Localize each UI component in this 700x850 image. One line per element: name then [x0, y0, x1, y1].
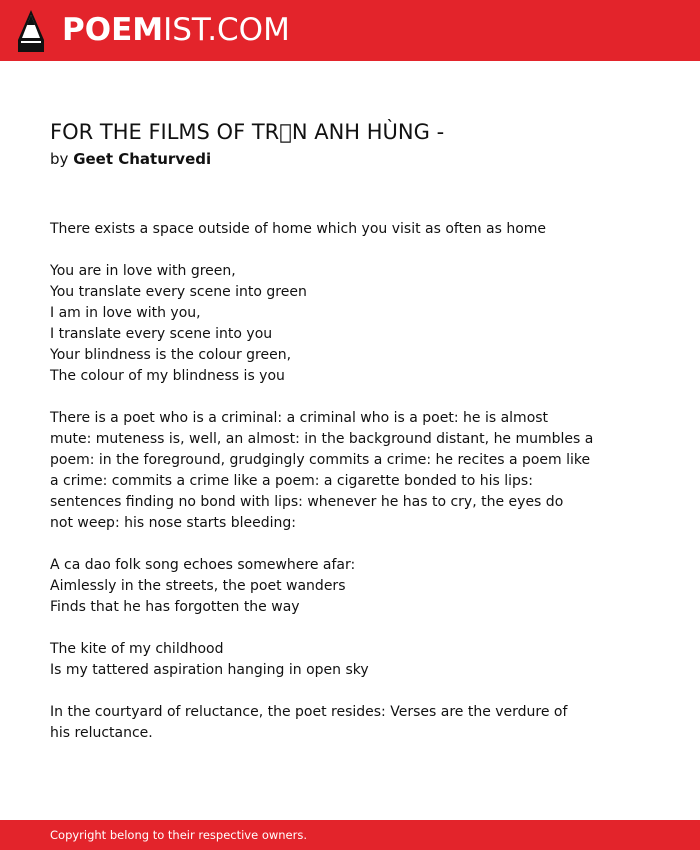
logo-text-light: IST.COM [163, 12, 290, 48]
poem-author: Geet Chaturvedi [73, 150, 212, 168]
poem-stanza [50, 408, 610, 534]
poem-stanza [50, 555, 610, 618]
poem-line: I am in love with you, [50, 305, 201, 321]
poem-line: Finds that he has forgotten the way [50, 599, 300, 615]
poem-line: a crime: commits a crime like a poem: a cigarette bonded to his lips: [50, 473, 533, 489]
poem-line: In the courtyard of reluctance, the poet resides: Verses are the verdure of [50, 704, 568, 720]
poem-line: The kite of my childhood [50, 641, 224, 657]
site-header [0, 0, 700, 61]
poem-stanza [50, 261, 610, 387]
poem-line: There is a poet who is a criminal: a criminal who is a poet: he is almost [50, 410, 549, 426]
poem-body [50, 219, 610, 765]
site-logo[interactable] [62, 11, 290, 49]
poem-line: There exists a space outside of home which you visit as often as home [50, 221, 547, 237]
poem-line: Your blindness is the colour green, [50, 347, 292, 363]
by-label: by [50, 150, 69, 168]
poem-line: Is my tattered aspiration hanging in open sky [50, 662, 369, 678]
poem-stanza [50, 219, 610, 240]
poem-line: I translate every scene into you [50, 326, 273, 342]
poem-stanza [50, 702, 610, 744]
site-footer [0, 820, 700, 850]
poem-line: sentences finding no bond with lips: whenever he has to cry, the eyes do [50, 494, 564, 510]
poem-byline [50, 148, 211, 170]
poem-line: You are in love with green, [50, 263, 236, 279]
poem-line: The colour of my blindness is you [50, 368, 285, 384]
logo-text-bold: POEM [62, 12, 164, 48]
poem-line: not weep: his nose starts bleeding: [50, 515, 297, 531]
pencil-icon[interactable] [18, 10, 44, 52]
poem-line: poem: in the foreground, grudgingly commits a crime: he recites a poem like [50, 452, 591, 468]
poem-line: Aimlessly in the streets, the poet wanders [50, 578, 346, 594]
poem-stanza [50, 639, 610, 681]
copyright-text: Copyright belong to their respective owners. [50, 828, 308, 842]
poem-line: A ca dao folk song echoes somewhere afar: [50, 557, 356, 573]
poem-line: his reluctance. [50, 725, 153, 741]
poem-line: mute: muteness is, well, an almost: in the background distant, he mumbles a [50, 431, 594, 447]
poem-line: You translate every scene into green [50, 284, 307, 300]
poem-title: FOR THE FILMS OF TR N ANH HÙNG - [50, 120, 445, 144]
